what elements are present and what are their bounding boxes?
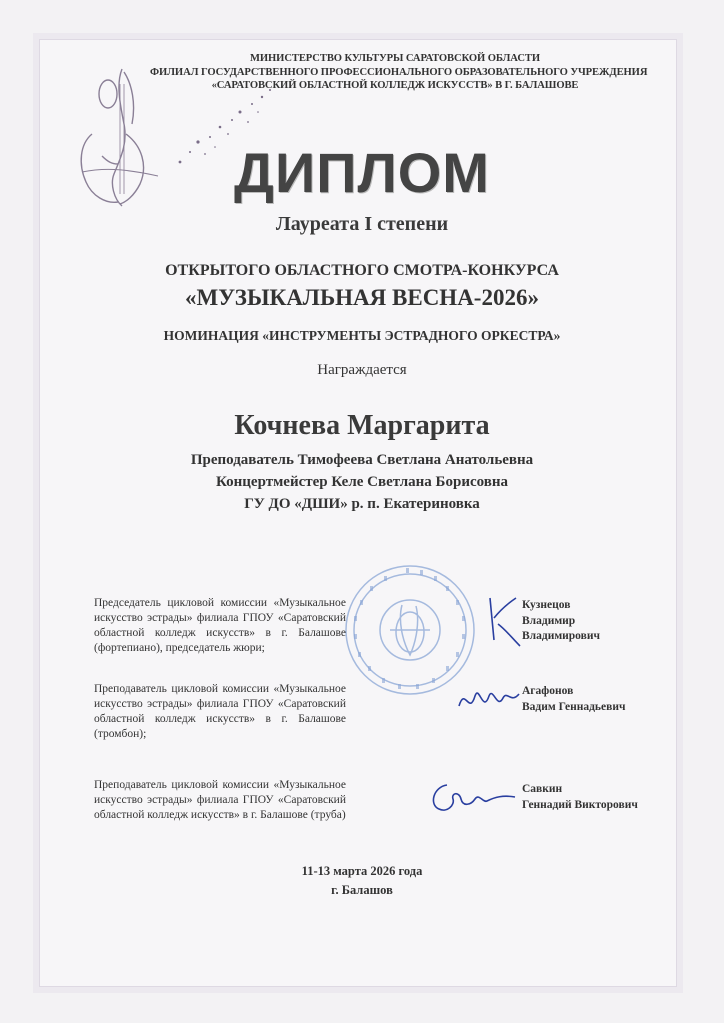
jury-name-line: Кузнецов (522, 599, 571, 611)
ministry-line: МИНИСТЕРСТВО КУЛЬТУРЫ САРАТОВСКОЙ ОБЛАСТИ (250, 53, 540, 64)
diploma-title: ДИПЛОМ (234, 141, 490, 204)
jury-name-line: Геннадий Викторович (522, 798, 638, 811)
ministry-line: «САРАТОВСКИЙ ОБЛАСТНОЙ КОЛЛЕДЖ ИСКУССТВ» В Г. БАЛАШОВЕ (211, 80, 579, 91)
ministry-line: ФИЛИАЛ ГОСУДАРСТВЕННОГО ПРОФЕССИОНАЛЬНОГО ОБРАЗОВАТЕЛЬНОГО УЧРЕЖДЕНИЯ (150, 66, 648, 78)
jury-name-line: Вадим Геннадьевич (522, 700, 626, 713)
jury-name-3 (522, 782, 638, 813)
jury-name-2 (522, 684, 625, 715)
jury-position-1: Председатель цикловой комиссии «Музыкальное искусство эстрады» филиала ГПОУ «Саратовский областной колледж искусств» в г. Балашове (фортепиано), председатель жюри; (94, 597, 346, 654)
jury-name-line: Агафонов (522, 685, 574, 697)
event-date: 11-13 марта 2026 года (301, 864, 423, 878)
winner-name: Кочнева Маргарита (234, 410, 490, 441)
jury-position-3: Преподаватель цикловой комиссии «Музыкальное искусство эстрады» филиала ГПОУ «Саратовский областной колледж искусств» в г. Балашове (труба) (94, 779, 346, 821)
ministry-header (150, 52, 648, 93)
event-city: г. Балашов (331, 883, 393, 897)
signature-savkin (425, 775, 520, 820)
contest-name: «МУЗЫКАЛЬНАЯ ВЕСНА-2026» (185, 285, 539, 310)
nomination: НОМИНАЦИЯ «ИНСТРУМЕНТЫ ЭСТРАДНОГО ОРКЕСТРА» (163, 328, 561, 343)
jury-name-line: Владимир (522, 614, 576, 627)
jury-name-line: Савкин (522, 783, 563, 795)
laureate-degree: Лауреата I степени (275, 213, 449, 235)
teacher-name: Преподаватель Тимофеева Светлана Анатольевна (190, 452, 534, 468)
jury-position-2: Преподаватель цикловой комиссии «Музыкальное искусство эстрады» филиала ГПОУ «Саратовский областной колледж искусств» в г. Балашове (тромбон); (94, 683, 346, 740)
awarded-label: Награждается (317, 362, 407, 378)
jury-name-line: Владимирович (522, 630, 600, 642)
signature-agafonov (455, 676, 525, 721)
contest-type: ОТКРЫТОГО ОБЛАСТНОГО СМОТРА-КОНКУРСА (165, 262, 559, 279)
jury-name-1 (522, 598, 600, 645)
accompanist-name: Концертмейстер Келе Светлана Борисовна (216, 474, 508, 490)
school-name: ГУ ДО «ДШИ» р. п. Екатериновка (244, 496, 480, 512)
